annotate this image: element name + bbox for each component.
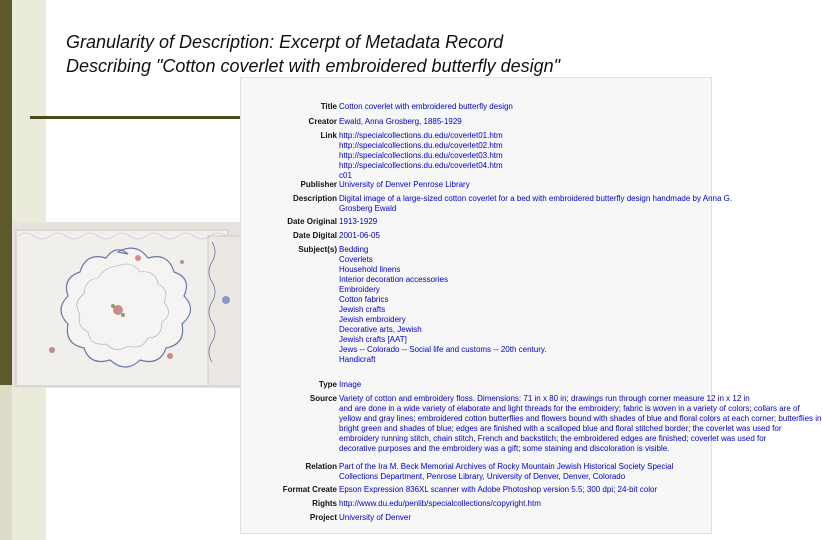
link-url[interactable]: http://specialcollections.du.edu/coverlet01.htm (339, 131, 503, 140)
field-value (339, 513, 709, 523)
subject-item[interactable]: Decorative arts, Jewish (339, 325, 422, 334)
field-label: Format Create (282, 485, 337, 494)
field-value (339, 231, 709, 241)
subject-item[interactable]: Jewish crafts [AAT] (339, 335, 407, 344)
title-underline (30, 116, 260, 119)
field-label: Rights (312, 499, 337, 508)
field-label: Description (292, 194, 337, 203)
field-label: Project (309, 513, 337, 522)
field-value-line: Variety of cotton and embroidery floss. Dimensions: 71 in x 80 in; drawings run through corner measure 12 in x 12 in (339, 394, 750, 403)
slide-title-line-1: Granularity of Description: Excerpt of Metadata Record (66, 32, 504, 52)
field-label: Date Digital (292, 231, 337, 240)
field-value (339, 394, 822, 454)
field-label: Publisher (300, 180, 337, 189)
field-value (339, 194, 733, 214)
field-value-line: Collections Department, Penrose Library, University of Denver, Denver, Colorado (339, 472, 626, 481)
field-value (339, 131, 709, 181)
field-value (339, 117, 709, 127)
subject-item[interactable]: Bedding (339, 245, 369, 254)
field-value-line: 1913-1929 (339, 217, 378, 226)
field-value-line: Image (339, 380, 362, 389)
coverlet-photo (12, 222, 244, 388)
subject-item[interactable]: Coverlets (339, 255, 373, 264)
field-label: Title (320, 102, 337, 111)
link-url[interactable]: http://specialcollections.du.edu/coverlet02.htm (339, 141, 503, 150)
field-label: Relation (305, 462, 337, 471)
field-value-line: Cotton coverlet with embroidered butterfly design (339, 102, 513, 111)
field-value-line: Digital image of a large-sized cotton coverlet for a bed with embroidered butterfly design handmade by Anna G. (339, 194, 733, 203)
field-value (339, 245, 709, 365)
field-value-line: University of Denver Penrose Library (339, 180, 470, 189)
field-value (339, 180, 709, 190)
field-value-line: Part of the Ira M. Beck Memorial Archives of Rocky Mountain Jewish Historical Society Special (339, 462, 674, 471)
field-label: Type (318, 380, 337, 389)
field-value-line: embroidery running stitch, chain stitch, French and backstitch; the embroidered edges are finished; coverlet was used for (339, 434, 767, 443)
field-label: Link (320, 131, 337, 140)
field-value-line: University of Denver (339, 513, 412, 522)
field-label: Subject(s) (298, 245, 337, 254)
field-value (339, 485, 709, 495)
link-url[interactable]: http://specialcollections.du.edu/coverlet04.htm (339, 161, 503, 170)
subject-item[interactable]: Jewish embroidery (339, 315, 406, 324)
field-value-line: 2001-06-05 (339, 231, 380, 240)
subject-item[interactable]: Interior decoration accessories (339, 275, 448, 284)
field-value (339, 102, 709, 112)
field-value (339, 462, 709, 482)
field-label: Date Original (287, 217, 337, 226)
field-value-line: and are done in a wide variety of elaborate and light threads for the embroidery; fabric is woven in a variety of colors; collars are of (339, 404, 800, 413)
subject-item[interactable]: Embroidery (339, 285, 380, 294)
rights-link[interactable]: http://www.du.edu/penlib/specialcollections/copyright.htm (339, 499, 541, 508)
field-value-line: Ewald, Anna Grosberg, 1885-1929 (339, 117, 462, 126)
field-value-line: decorative purposes and the embroidery was a gift; some staining and discoloration is visible. (339, 444, 670, 453)
field-value-line: yellow and gray lines; embroidered cotton butterflies and flowers bound with shades of blue and floral colors at each corner; butterflies in (339, 414, 822, 423)
slide-title (66, 30, 706, 78)
metadata-record (240, 77, 822, 534)
field-label: Source (309, 394, 337, 403)
slide-left-band-dark (0, 0, 12, 385)
field-value (339, 380, 709, 390)
field-value-line: bright green and shades of blue; edges are finished with a scalloped blue and floral stitched border; the coverlet was used for (339, 424, 782, 433)
field-value (339, 499, 709, 509)
field-label: Creator (308, 117, 337, 126)
link-url[interactable]: http://specialcollections.du.edu/coverlet03.htm (339, 151, 503, 160)
subject-item[interactable]: Handicraft (339, 355, 376, 364)
field-value-line: Epson Expression 836XL scanner with Adobe Photoshop version 5.5; 300 dpi; 24-bit color (339, 485, 658, 494)
field-value-line: Grosberg Ewald (339, 204, 397, 213)
field-value (339, 217, 709, 227)
subject-item[interactable]: Jewish crafts (339, 305, 386, 314)
slide-title-line-2: Describing "Cotton coverlet with embroidered butterfly design" (66, 56, 561, 76)
subject-item[interactable]: Cotton fabrics (339, 295, 389, 304)
link-url[interactable]: c01 (339, 171, 352, 180)
subject-item[interactable]: Jews -- Colorado -- Social life and customs -- 20th century. (339, 345, 547, 354)
subject-item[interactable]: Household linens (339, 265, 401, 274)
